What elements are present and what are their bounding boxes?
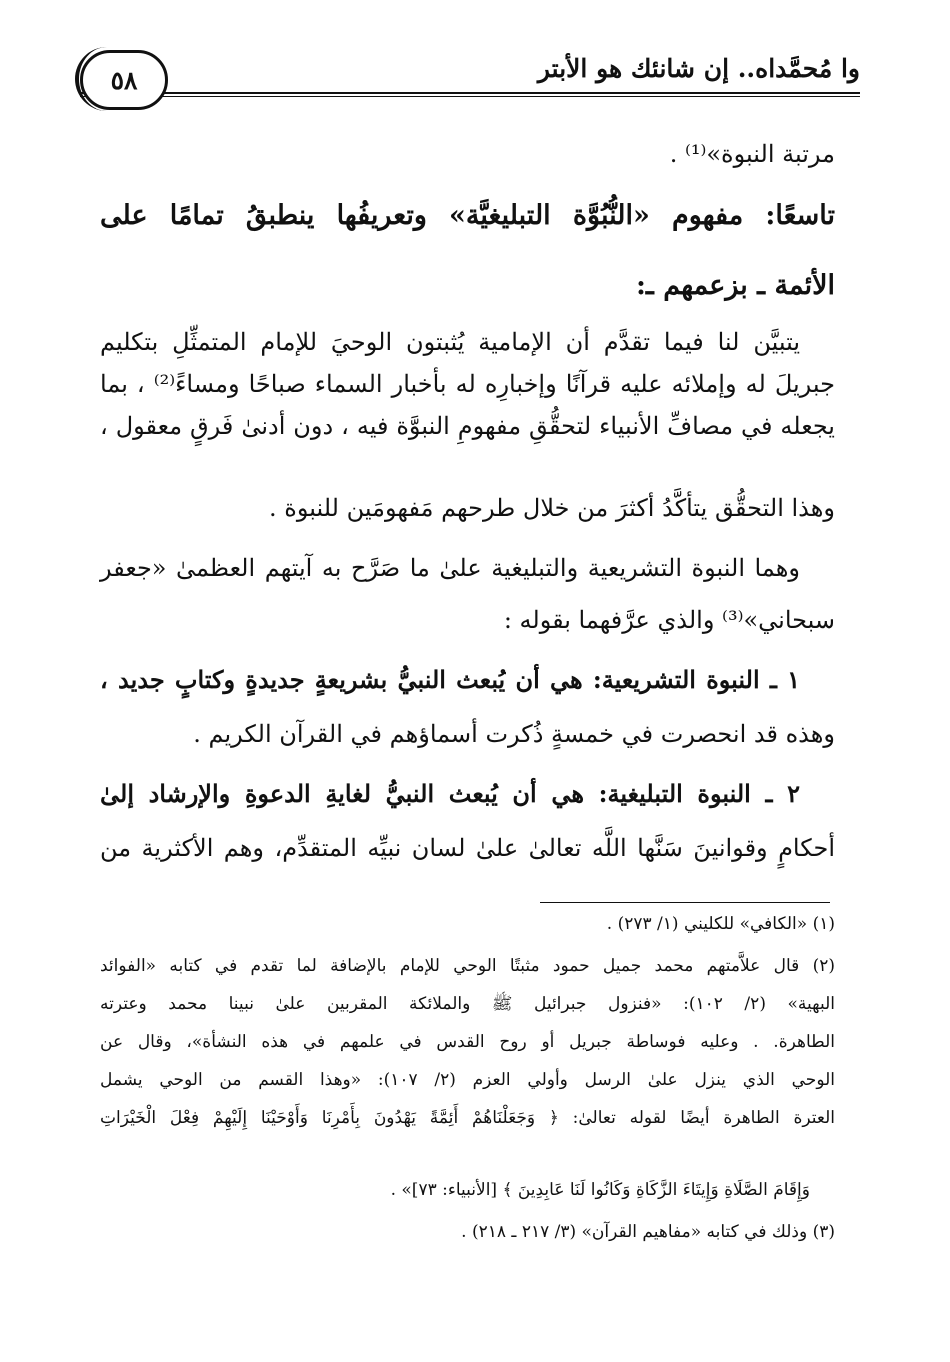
footnote-quran-verse: وَإِقَامَ الصَّلَاةِ وَإِيتَاءَ الزَّكَاةِ وَكَانُوا لَنَا عَابِدِينَ ﴾ [الأنبياء: ٧٣]» . [390,1180,810,1200]
footnote-1: (١) «الكافي» للكليني (١/ ٢٧٣) . [606,914,835,934]
footnote-3: (٣) وذلك في كتابه «مفاهيم القرآن» (٣/ ٢١٧ ـ ٢١٨) . [461,1222,835,1242]
page-number: ٥٨ [80,50,168,110]
body-line: يتبيَّن لنا فيما تقدَّم أن الإمامية يُثبتون الوحيَ للإمام المتمثِّلِ بتكليم [100,328,800,356]
footnote-line: العترة الطاهرة أيضًا لقوله تعالىٰ: ﴿ وَجَعَلْنَاهُمْ أَئِمَّةً يَهْدُونَ بِأَمْرِنَا وَأَوْحَيْنَا إِلَيْهِمْ فِعْلَ الْخَيْرَاتِ [100,1108,835,1128]
header-rule-thin [80,96,860,97]
header-rule [80,92,860,94]
footnote-2: (٢) قال علاَّمتهم محمد جميل حمود مثبتًا الوحي للإمام بالإضافة لما تقدم في كتابه «الفوائد [100,956,835,976]
section-heading: تاسعًا: مفهوم «النُّبُوَّة التبليغيَّة» وتعريفُها ينطبقُ تمامًا على [100,200,835,231]
body-line: جبريلَ له وإملائه عليه قرآنًا وإخبارِه له بأخبار السماء صباحًا ومساءً⁽²⁾ ، بما [100,370,835,398]
body-line: يجعله في مصافِّ الأنبياء لتحقُّقِ مفهومِ النبوَّة فيه ، دون أدنىٰ فَرقٍ معقول ، [100,412,835,440]
body-line: سبحاني»⁽³⁾ والذي عرَّفهما بقوله : [503,606,835,634]
body-line: مرتبة النبوة»⁽¹⁾ . [669,140,835,168]
list-item-2: ٢ ـ النبوة التبليغية: هي أن يُبعث النبيُّ لغايةِ الدعوةِ والإرشاد إلىٰ [100,779,800,808]
body-line: وهذه قد انحصرت في خمسةٍ ذُكرت أسماؤهم في القرآن الكريم . [193,720,835,748]
footnote-separator [540,902,830,903]
list-item-1: ١ ـ النبوة التشريعية: هي أن يُبعث النبيُّ بشريعةٍ جديدةٍ وكتابٍ جديد ، [100,665,800,694]
section-heading-cont: الأئمة ـ بزعمهم ـ: [635,270,835,301]
footnote-line: الوحي الذي ينزل علىٰ الرسل وأولي العزم (٢/ ١٠٧): «وهذا القسم من الوحي يشمل [100,1070,836,1090]
running-title: وا مُحمَّداه.. إن شانئك هو الأبتر [528,54,860,83]
body-line: وهذا التحقُّق يتأكَّدُ أكثرَ من خلال طرحهم مَفهومَين للنبوة . [269,494,835,522]
body-line: أحكامٍ وقوانينَ سَنَّها اللَّه تعالىٰ علىٰ لسان نبيِّه المتقدِّم، وهم الأكثرية من [100,834,835,862]
body-line: وهما النبوة التشريعية والتبليغية علىٰ ما صَرَّح به آيتهم العظمىٰ «جعفر [100,554,800,582]
footnote-line: البهية» (٢/ ١٠٢): «فنزول جبرائيل ﷺ والملائكة المقربين علىٰ نبينا محمد وعترته [100,994,836,1014]
footnote-line: الطاهرة. . وعليه فوساطة جبريل أو روح القدس في علمهم في هذه النشأة»، وقال عن [100,1032,835,1052]
page-header [80,40,860,120]
